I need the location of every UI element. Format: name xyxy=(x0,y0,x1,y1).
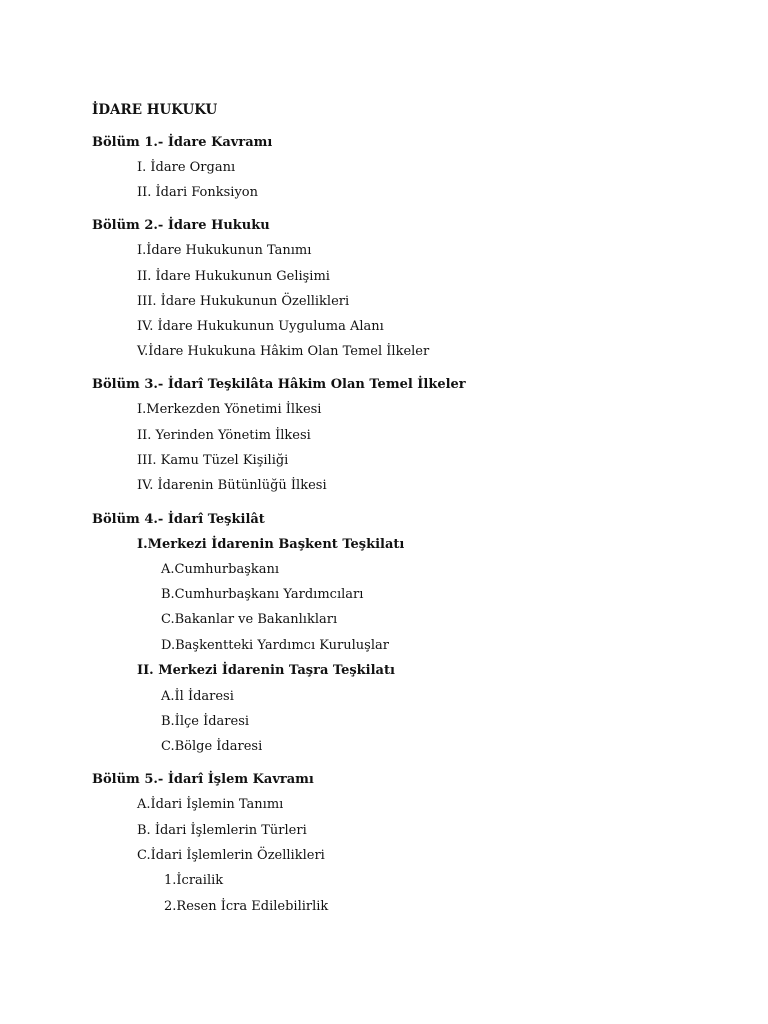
section-heading: II. Merkezi İdarenin Taşra Teşkilatı xyxy=(137,663,395,678)
chapter-5-heading: Bölüm 5.- İdarî İşlem Kavramı xyxy=(92,772,314,787)
list-item: D.Başkentteki Yardımcı Kuruluşlar xyxy=(161,638,389,653)
chapter-4-heading: Bölüm 4.- İdarî Teşkilât xyxy=(92,512,265,527)
list-item: II. Yerinden Yönetim İlkesi xyxy=(137,428,311,443)
list-item: B.Cumhurbaşkanı Yardımcıları xyxy=(161,587,364,602)
list-item: II. İdari Fonksiyon xyxy=(137,185,259,200)
chapter-2-heading: Bölüm 2.- İdare Hukuku xyxy=(92,218,270,233)
list-item: C.İdari İşlemlerin Özellikleri xyxy=(137,848,325,863)
list-item: I.İdare Hukukunun Tanımı xyxy=(137,243,312,258)
list-item: B.İlçe İdaresi xyxy=(161,714,250,729)
list-item: III. İdare Hukukunun Özellikleri xyxy=(137,294,350,309)
list-item: C.Bölge İdaresi xyxy=(161,739,263,754)
list-subitem: 1.İcrailik xyxy=(164,873,224,888)
list-item: A.Cumhurbaşkanı xyxy=(161,562,280,577)
document-title: İDARE HUKUKU xyxy=(92,102,218,118)
list-item: C.Bakanlar ve Bakanlıkları xyxy=(161,612,338,627)
list-item: V.İdare Hukukuna Hâkim Olan Temel İlkeler xyxy=(137,344,430,359)
section-heading: I.Merkezi İdarenin Başkent Teşkilatı xyxy=(137,537,405,552)
list-item: A.İl İdaresi xyxy=(161,689,234,704)
list-item: III. Kamu Tüzel Kişiliği xyxy=(137,453,289,468)
list-item: I. İdare Organı xyxy=(137,160,236,175)
list-item: II. İdare Hukukunun Gelişimi xyxy=(137,269,330,284)
list-item: I.Merkezden Yönetimi İlkesi xyxy=(137,402,322,417)
chapter-3-heading: Bölüm 3.- İdarî Teşkilâta Hâkim Olan Temel İlkeler xyxy=(92,377,466,392)
chapter-1-heading: Bölüm 1.- İdare Kavramı xyxy=(92,135,273,150)
list-item: A.İdari İşlemin Tanımı xyxy=(137,797,284,812)
list-item: IV. İdare Hukukunun Uyguluma Alanı xyxy=(137,319,384,334)
list-item: IV. İdarenin Bütünlüğü İlkesi xyxy=(137,478,327,493)
list-subitem: 2.Resen İcra Edilebilirlik xyxy=(164,899,329,914)
list-item: B. İdari İşlemlerin Türleri xyxy=(137,823,307,838)
